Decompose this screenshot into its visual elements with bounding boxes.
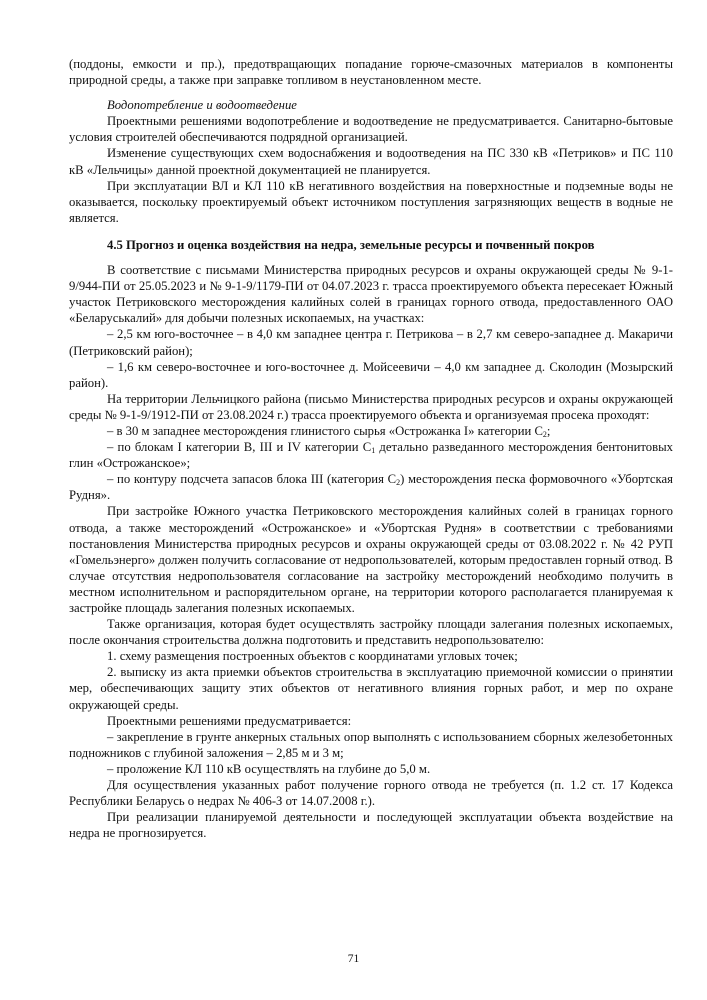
- list-item-mozyr: – 1,6 км северо-восточнее и юго-восточнее д. Мойсеевичи – 4,0 км западнее д. Сколодин (Мозырский район).: [69, 359, 673, 390]
- list-item-scheme: 1. схему размещения построенных объектов с координатами угловых точек;: [107, 649, 518, 664]
- paragraph-mining-allotment: Для осуществления указанных работ получение горного отвода не требуется (п. 1.2 ст. 17 Кодекса Республики Беларусь о недрах № 406-З от 14.07.2008 г.).: [69, 778, 673, 809]
- list-item-bentonite-end: детально разведанного месторождения бентонитовых глин «Острожанское»;: [69, 440, 673, 471]
- category-subscript: 1: [371, 446, 376, 456]
- list-item-sand: [69, 471, 673, 503]
- paragraph-design-decisions: Проектными решениями предусматривается:: [107, 713, 352, 728]
- paragraph-water-impact: При эксплуатации ВЛ и КЛ 110 кВ негативного воздействия на поверхностные и подземные воды не оказывается, поскольку проектируемый объект источником поступления загрязняющих веществ в водные не является.: [69, 178, 673, 225]
- document-page: [69, 56, 673, 841]
- section-heading: 4.5 Прогноз и оценка воздействия на недра, земельные ресурсы и почвенный покров: [107, 237, 595, 252]
- list-item-petrikov: – 2,5 км юго-восточнее – в 4,0 км западнее центра г. Петрикова – в 2,7 км северо-западнее д. Макаричи (Петриковский район);: [69, 327, 673, 358]
- paragraph-letters: В соответствие с письмами Министерства природных ресурсов и охраны окружающей среды № 9-1-9/944-ПИ от 25.05.2023 и № 9-1-9/1179-ПИ от 04.07.2023 г. трасса проектируемого объекта пересекает Южный участок Петриковского месторождения калийных солей в границах горного отвода, предоставленного ОАО «Беларуськалий» для добычи полезных ископаемых, на участках:: [69, 263, 673, 326]
- list-item-bentonite-text: – по блокам I категории В, III и IV категории С: [107, 440, 372, 455]
- list-item-bentonite: [69, 439, 673, 471]
- list-item-ostrozhanka: [69, 423, 673, 439]
- paragraph-water-supply: Проектными решениями водопотребление и водоотведение не предусматривается. Санитарно-бытовые условия строителей обеспечиваются подрядной организацией.: [69, 114, 673, 145]
- list-item-sand-end: ) месторождения песка формовочного «Убортская Рудня».: [69, 472, 673, 503]
- subsection-heading-water: Водопотребление и водоотведение: [107, 98, 297, 113]
- list-item-ostrozhanka-text: – в 30 м западнее месторождения глинистого сырья «Острожанка I» категории С: [107, 423, 543, 438]
- paragraph-continuation: (поддоны, емкости и пр.), предотвращающих попадание горюче-смазочных материалов в компоненты природной среды, а также при заправке топливом в неустановленном месте.: [69, 57, 673, 88]
- paragraph-conclusion: При реализации планируемой деятельности и последующей эксплуатации объекта воздействие на недра не прогнозируется.: [69, 810, 673, 841]
- category-subscript: 2: [396, 478, 401, 488]
- list-item-cable-depth: – проложение КЛ 110 кВ осуществлять на глубине до 5,0 м.: [107, 761, 431, 776]
- list-item-extract: 2. выписку из акта приемки объектов строительства в эксплуатацию приемочной комиссии о принятии мер, обеспечивающих защиту этих объектов от негативного влияния горных работ, и мер по охране окружающей среды.: [69, 665, 673, 712]
- list-item-ostrozhanka-end: ;: [546, 423, 551, 438]
- list-item-anchoring: – закрепление в грунте анкерных стальных опор выполнять с использованием сборных железобетонных подножников с глубиной заложения – 2,85 м и 3 м;: [69, 729, 673, 760]
- paragraph-lelchitsy: На территории Лельчицкого района (письмо Министерства природных ресурсов и охраны окружающей среды № 9-1-9/1912-ПИ от 23.08.2024 г.) трасса проектируемого объекта и организуемая просека проходят:: [69, 391, 673, 422]
- paragraph-organization: Также организация, которая будет осуществлять застройку площади залегания полезных ископаемых, после окончания строительства должна подготовить и представить недропользователю:: [69, 617, 673, 648]
- list-item-sand-text: – по контуру подсчета запасов блока III (категория С: [107, 472, 397, 487]
- paragraph-approval: При застройке Южного участка Петриковского месторождения калийных солей в границах горного отвода, а также месторождений «Острожанское» и «Убортская Рудня» в соответствии с требованиями постановления Министерства природных ресурсов и охраны окружающей среды от 03.08.2022 г. № 42 РУП «Гомельэнерго» должен получить согласование от недропользователей, которым предоставлен горный отвод. В случае отсутствия недропользователя согласование на застройку месторождений необходимо получить в местном исполнительном и распорядительном органе, на территории которого располагается планируемая к застройке площадь залегания полезных ископаемых.: [69, 504, 673, 615]
- category-subscript: 2: [542, 429, 547, 439]
- page-number: 71: [347, 953, 360, 965]
- paragraph-water-schemes: Изменение существующих схем водоснабжения и водоотведения на ПС 330 кВ «Петриков» и ПС 110 кВ «Лельчицы» данной проектной документацией не планируется.: [69, 146, 673, 177]
